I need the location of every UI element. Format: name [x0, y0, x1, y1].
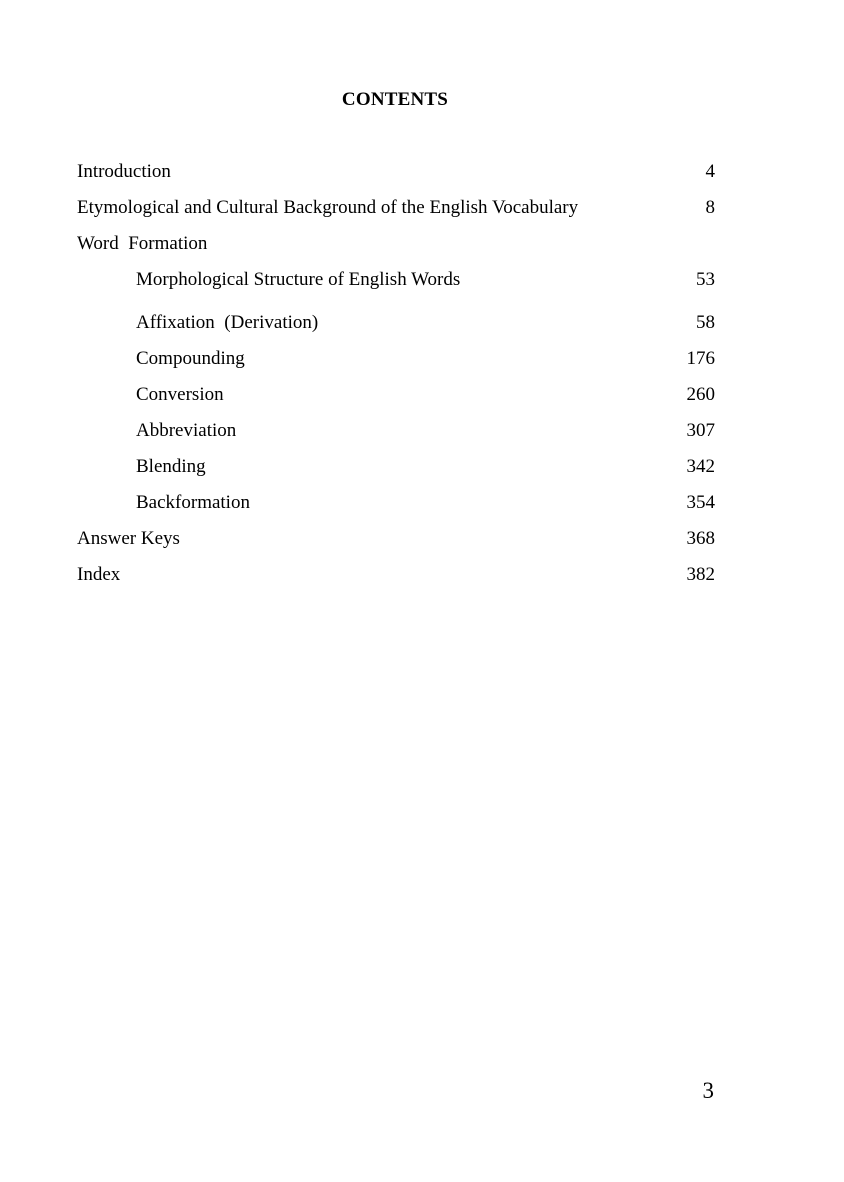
toc-entry-compounding — [77, 347, 715, 383]
toc-entry-page: 368 — [686, 528, 715, 549]
toc-entry-label: Morphological Structure of English Words — [136, 269, 461, 290]
toc-entry-label: Blending — [136, 456, 206, 477]
toc-entry-page: 58 — [696, 312, 715, 333]
toc-entry-label: Affixation (Derivation) — [136, 312, 319, 333]
page-number: 3 — [702, 1078, 714, 1103]
toc-entry-page: 53 — [696, 269, 715, 290]
toc-entry-label: Compounding — [136, 348, 245, 369]
toc-entry-page: 8 — [705, 197, 715, 218]
page-title: CONTENTS — [341, 89, 449, 110]
toc-entry-page: 307 — [686, 420, 715, 441]
toc-entry-blending — [77, 455, 715, 491]
toc-entry-backformation — [77, 491, 715, 527]
table-of-contents — [77, 160, 715, 599]
toc-entry-page: 260 — [686, 384, 715, 405]
toc-entry-etymological-background — [77, 196, 715, 232]
toc-entry-label: Etymological and Cultural Background of the English Vocabulary — [77, 197, 579, 218]
toc-entry-label: Backformation — [136, 492, 250, 513]
toc-entry-page: 4 — [705, 161, 715, 182]
toc-entry-label: Conversion — [136, 384, 224, 405]
toc-entry-abbreviation — [77, 419, 715, 455]
toc-entry-label: Introduction — [77, 161, 171, 182]
toc-entry-index — [77, 563, 715, 599]
toc-entry-label: Abbreviation — [136, 420, 237, 441]
toc-entry-label: Answer Keys — [77, 528, 180, 549]
toc-entry-affixation — [77, 311, 715, 347]
toc-entry-page: 176 — [686, 348, 715, 369]
toc-entry-morphological-structure — [77, 268, 715, 311]
toc-entry-word-formation — [77, 232, 715, 268]
toc-entry-page: 382 — [686, 564, 715, 585]
toc-entry-answer-keys — [77, 527, 715, 563]
toc-entry-label: Index — [77, 564, 121, 585]
toc-entry-page: 354 — [686, 492, 715, 513]
toc-entry-conversion — [77, 383, 715, 419]
toc-entry-label: Word Formation — [77, 233, 208, 254]
toc-entry-introduction — [77, 160, 715, 196]
toc-entry-page: 342 — [686, 456, 715, 477]
